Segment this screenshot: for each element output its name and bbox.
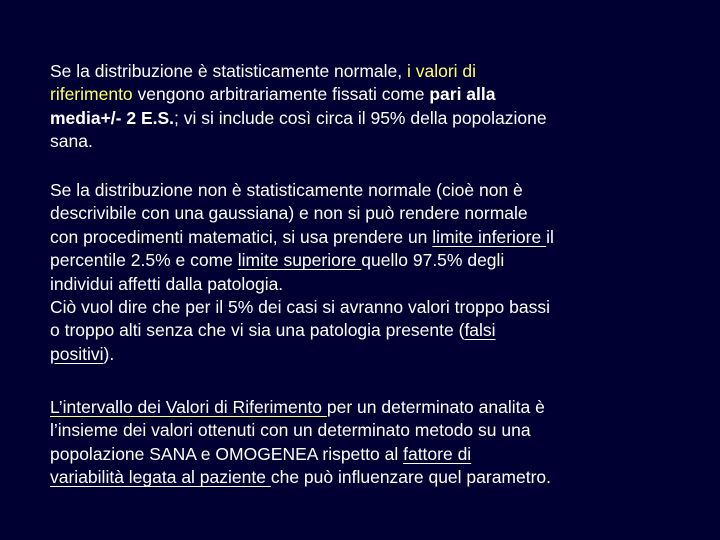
- text-span: il: [546, 226, 554, 247]
- highlight-text: riferimento: [50, 84, 133, 105]
- text-line: [50, 319, 690, 342]
- underlined-text: limite superiore: [237, 250, 362, 271]
- text-line: [50, 466, 690, 489]
- text-span: con procedimenti matematici, si usa prendere un: [50, 226, 433, 247]
- underlined-text: falsi: [464, 320, 496, 341]
- text-line: [50, 130, 690, 153]
- text-line: [50, 443, 690, 466]
- text-span: vengono arbitrariamente fissati come: [132, 84, 430, 105]
- text-span: per un determinato analita è: [326, 397, 545, 417]
- text-span: ).: [103, 343, 115, 364]
- text-line: individui affetti dalla patologia.: [50, 273, 284, 294]
- text-span: che può influenzare quel parametro.: [270, 467, 552, 488]
- text-line: descrivibile con una gaussiana) e non si può rendere normale: [50, 203, 528, 224]
- text-line: Ciò vuol dire che per il 5% dei casi si avranno valori troppo bassi: [50, 297, 550, 318]
- text-span: popolazione SANA e OMOGENEA rispetto al: [50, 443, 404, 464]
- highlight-text: i valori di: [406, 61, 477, 81]
- underlined-text: L’intervallo dei Valori di Riferimento: [50, 397, 327, 417]
- bold-text: pari alla: [429, 84, 496, 105]
- text-span: o troppo alti senza che vi sia una patologia presente (: [50, 320, 465, 341]
- text-line: [50, 249, 690, 272]
- text-span: Se la distribuzione è statisticamente normale,: [50, 61, 407, 81]
- text-span: quello 97.5% degli: [361, 250, 505, 271]
- bold-text: media+/- 2 E.S.: [50, 107, 175, 128]
- text-span: percentile 2.5% e come: [50, 250, 238, 271]
- text-line: [50, 83, 690, 106]
- text-line: [50, 343, 690, 366]
- underlined-text: fattore di: [403, 443, 472, 464]
- text-line: [50, 396, 690, 419]
- text-span: sana.: [50, 131, 93, 152]
- text-line: l’insieme dei valori ottenuti con un determinato metodo su una: [50, 420, 531, 441]
- text-span: ; vi si include così circa il 95% della popolazione: [174, 107, 547, 128]
- paragraph-normal-distribution: [50, 60, 690, 154]
- text-line: [50, 60, 690, 83]
- text-line: [50, 107, 690, 130]
- text-line: Se la distribuzione non è statisticamente normale (cioè non è: [50, 180, 523, 200]
- text-line: [50, 226, 690, 249]
- underlined-text: limite inferiore: [432, 226, 547, 247]
- underlined-text: variabilità legata al paziente: [50, 467, 271, 488]
- paragraph-reference-interval-definition: [50, 396, 690, 490]
- paragraph-non-normal-distribution: [50, 179, 690, 366]
- underlined-text: positivi: [50, 343, 104, 364]
